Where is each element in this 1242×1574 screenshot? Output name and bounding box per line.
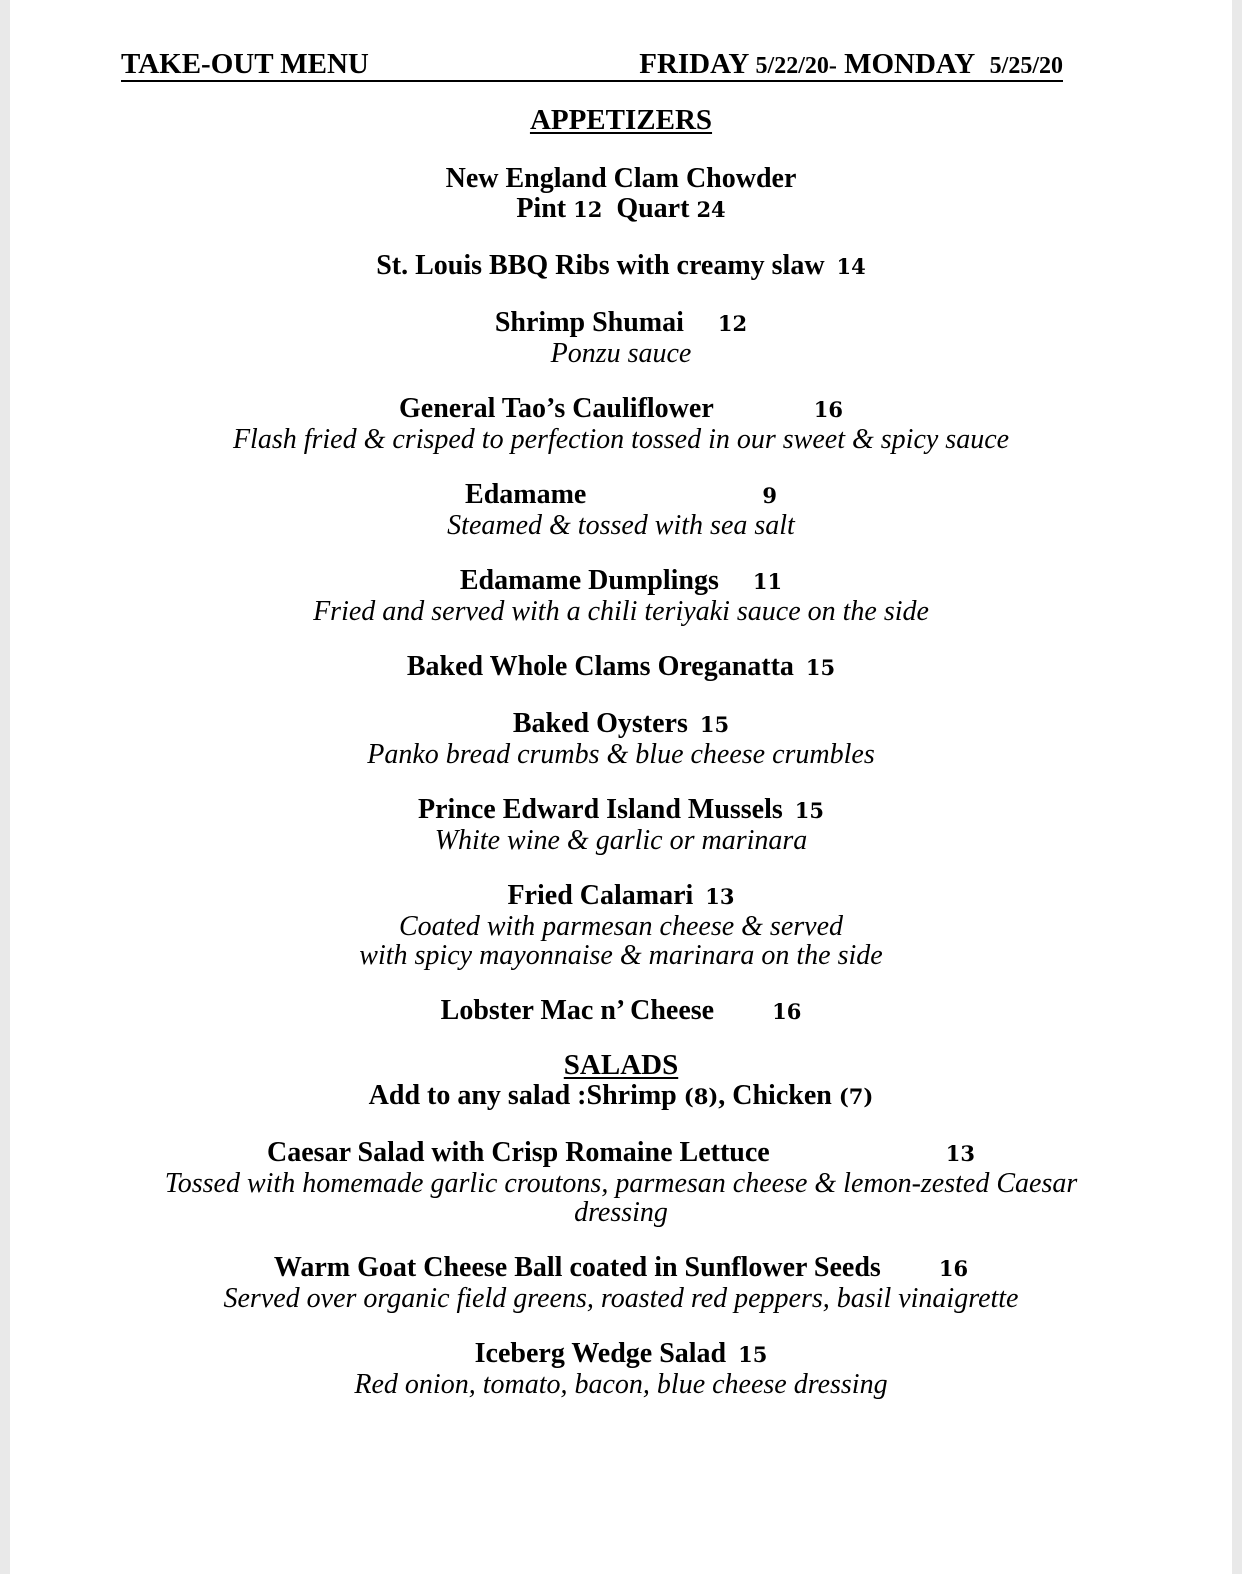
item-price: 15 (699, 712, 730, 737)
salads-heading: SALADS (563, 1049, 679, 1081)
header-date-end: 5/25/20 (989, 53, 1063, 79)
header-day-start: FRIDAY (639, 48, 749, 80)
addon-shrimp-price: (8) (683, 1084, 719, 1109)
item-description-line-1: Tossed with homemade garlic croutons, parmesan cheese & lemon-zested Caesar (164, 1168, 1078, 1199)
menu-item-goat-cheese-ball (10, 1253, 1232, 1313)
quart-price: 24 (696, 197, 726, 222)
item-price: 9 (762, 483, 777, 508)
item-name: Lobster Mac n’ Cheese (440, 995, 715, 1026)
chowder-sizes (10, 194, 1232, 225)
item-name: Caesar Salad with Crisp Romaine Lettuce (267, 1137, 770, 1168)
item-name: Iceberg Wedge Salad (474, 1338, 727, 1369)
item-name: Fried Calamari (507, 880, 694, 911)
item-name: Prince Edward Island Mussels (417, 794, 783, 825)
item-name: Warm Goat Cheese Ball coated in Sunflower Seeds (273, 1252, 881, 1283)
appetizers-heading: APPETIZERS (529, 104, 713, 136)
item-description: Fried and served with a chili teriyaki sauce on the side (313, 596, 929, 627)
header-date-range (639, 48, 1063, 82)
pint-label: Pint (516, 193, 567, 224)
salads-section (10, 1049, 1232, 1112)
item-description: Red onion, tomato, bacon, blue cheese dressing (354, 1369, 888, 1400)
header-day-end: MONDAY (844, 48, 976, 80)
item-price: 13 (705, 884, 735, 909)
menu-content (10, 104, 1232, 1399)
addon-chicken-label: , Chicken (718, 1080, 832, 1111)
item-description-line-2: dressing (574, 1197, 668, 1228)
right-page-edge (1231, 0, 1242, 1574)
item-description: White wine & garlic or marinara (434, 825, 808, 856)
item-price: 16 (772, 999, 802, 1024)
item-description: Panko bread crumbs & blue cheese crumbles (367, 739, 875, 770)
menu-item-baked-oysters (10, 709, 1232, 769)
addon-chicken-price: (7) (838, 1084, 874, 1109)
item-name: New England Clam Chowder (445, 163, 797, 194)
menu-item-clam-chowder (10, 164, 1232, 225)
item-price: 15 (805, 655, 836, 680)
item-price: 13 (945, 1141, 975, 1166)
item-description-line-1: Coated with parmesan cheese & served (398, 911, 844, 942)
menu-item-lobster-mac (10, 996, 1232, 1027)
addon-text: Add to any salad :Shrimp (368, 1080, 677, 1111)
item-description: Served over organic field greens, roasted red peppers, basil vinaigrette (223, 1283, 1019, 1314)
header-date-start: 5/22/20- (755, 53, 837, 79)
item-name: Edamame (465, 479, 587, 510)
item-name: St. Louis BBQ Ribs with creamy slaw (376, 250, 825, 281)
menu-item-edamame (10, 480, 1232, 540)
menu-item-caesar-salad (10, 1138, 1232, 1227)
item-price: 16 (938, 1256, 969, 1281)
pint-price: 12 (573, 197, 603, 222)
item-name: General Tao’s Cauliflower (399, 393, 714, 424)
item-name: Shrimp Shumai (494, 307, 684, 338)
quart-label: Quart (616, 193, 690, 224)
item-name: Baked Whole Clams Oreganatta (406, 651, 794, 682)
item-price: 16 (813, 397, 843, 422)
menu-item-iceberg-wedge (10, 1339, 1232, 1399)
item-description: Ponzu sauce (550, 338, 692, 369)
item-description: Flash fried & crisped to perfection tossed in our sweet & spicy sauce (232, 424, 1010, 455)
menu-item-baked-clams (10, 652, 1232, 683)
menu-item-edamame-dumplings (10, 566, 1232, 626)
item-description: Steamed & tossed with sea salt (447, 510, 795, 541)
menu-item-bbq-ribs (10, 251, 1232, 282)
header-title: TAKE-OUT MENU (121, 48, 369, 80)
salad-addons (10, 1081, 1232, 1112)
item-price: 15 (738, 1342, 768, 1367)
item-name: Edamame Dumplings (459, 565, 719, 596)
menu-item-fried-calamari (10, 881, 1232, 970)
menu-header (121, 48, 1063, 82)
item-price: 14 (836, 254, 866, 279)
menu-page (10, 0, 1232, 1574)
menu-item-shrimp-shumai (10, 308, 1232, 368)
item-price: 12 (717, 311, 748, 336)
item-name: Baked Oysters (512, 708, 688, 739)
item-description-line-2: with spicy mayonnaise & marinara on the side (359, 940, 883, 971)
menu-item-general-tao-cauliflower (10, 394, 1232, 454)
menu-item-pei-mussels (10, 795, 1232, 855)
item-price: 11 (752, 569, 783, 594)
item-price: 15 (794, 798, 825, 823)
